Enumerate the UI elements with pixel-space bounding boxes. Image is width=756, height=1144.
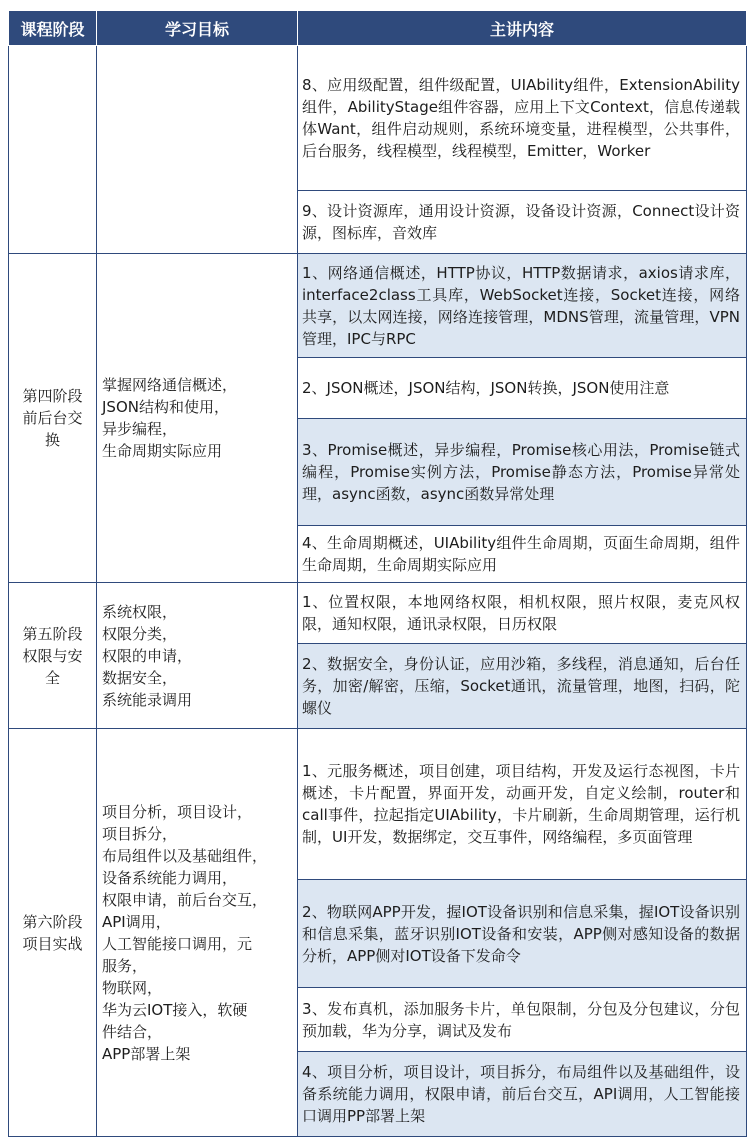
- table-row: [9, 254, 747, 358]
- table-row: [9, 729, 747, 880]
- stage-cell-empty: [9, 46, 97, 254]
- stage-goals: 系统权限， 权限分类， 权限的申请， 数据安全， 系统能录调用: [97, 583, 298, 729]
- content-item: 4、项目分析，项目设计，项目拆分，布局组件以及基础组件，设备系统能力调用，权限申请，前后台交互，API调用，人工智能接口调用PP部署上架: [298, 1052, 747, 1137]
- content-item: 2、JSON概述，JSON结构，JSON转换，JSON使用注意: [298, 358, 747, 419]
- content-item: 4、生命周期概述，UIAbility组件生命周期，页面生命周期，组件生命周期，生命周期实际应用: [298, 526, 747, 583]
- content-item: 9、设计资源库，通用设计资源，设备设计资源，Connect设计资源，图标库，音效库: [298, 191, 747, 254]
- content-item: 3、发布真机，添加服务卡片，单包限制，分包及分包建议，分包预加载，华为分享，调试及发布: [298, 988, 747, 1052]
- curriculum-table-wrapper: [8, 10, 746, 1137]
- content-item: 2、物联网APP开发，握IOT设备识别和信息采集，握IOT设备识别和信息采集，蓝牙识别IOT设备和安装，APP侧对感知设备的数据分析，APP侧对IOT设备下发命令: [298, 880, 747, 988]
- stage-name: 第五阶段 权限与安 全: [9, 583, 97, 729]
- stage-goals: 项目分析，项目设计， 项目拆分， 布局组件以及基础组件， 设备系统能力调用， 权限申请，前后台交互， API调用， 人工智能接口调用，元 服务， 物联网， 华为云IOT接入，软硬 件结合， APP部署上架: [97, 729, 298, 1137]
- stage-name: 第六阶段 项目实战: [9, 729, 97, 1137]
- table-row: [9, 46, 747, 191]
- header-stage: 课程阶段: [9, 11, 97, 46]
- content-item: 1、网络通信概述，HTTP协议，HTTP数据请求，axios请求库，interface2class工具库，WebSocket连接，Socket连接，网络共享，以太网连接，网络连接管理，MDNS管理，流量管理，VPN管理，IPC与RPC: [298, 254, 747, 358]
- stage-goals: 掌握网络通信概述， JSON结构和使用， 异步编程， 生命周期实际应用: [97, 254, 298, 583]
- content-item: 8、应用级配置，组件级配置，UIAbility组件，ExtensionAbility组件，AbilityStage组件容器，应用上下文Context，信息传递载体Want，组件启动规则，系统环境变量，进程模型，公共事件，后台服务，线程模型，线程模型，Emitter，Worker: [298, 46, 747, 191]
- stage-name: 第四阶段 前后台交 换: [9, 254, 97, 583]
- curriculum-table: [8, 10, 747, 1137]
- table-header-row: [9, 11, 747, 46]
- content-item: 1、位置权限，本地网络权限，相机权限，照片权限，麦克风权限，通知权限，通讯录权限，日历权限: [298, 583, 747, 644]
- content-item: 2、数据安全，身份认证，应用沙箱，多线程，消息通知，后台任务，加密/解密，压缩，Socket通讯，流量管理，地图，扫码，陀螺仪: [298, 644, 747, 729]
- goal-cell-empty: [97, 46, 298, 254]
- content-item: 3、Promise概述，异步编程，Promise核心用法，Promise链式编程，Promise实例方法，Promise静态方法，Promise异常处理，async函数，async函数异常处理: [298, 419, 747, 526]
- table-row: [9, 583, 747, 644]
- header-goal: 学习目标: [97, 11, 298, 46]
- content-item: 1、元服务概述，项目创建，项目结构，开发及运行态视图，卡片概述，卡片配置，界面开发，动画开发，自定义绘制，router和call事件，拉起指定UIAbility，卡片刷新，生命周期管理，运行机制，UI开发，数据绑定，交互事件，网络编程，多页面管理: [298, 729, 747, 880]
- header-content: 主讲内容: [298, 11, 747, 46]
